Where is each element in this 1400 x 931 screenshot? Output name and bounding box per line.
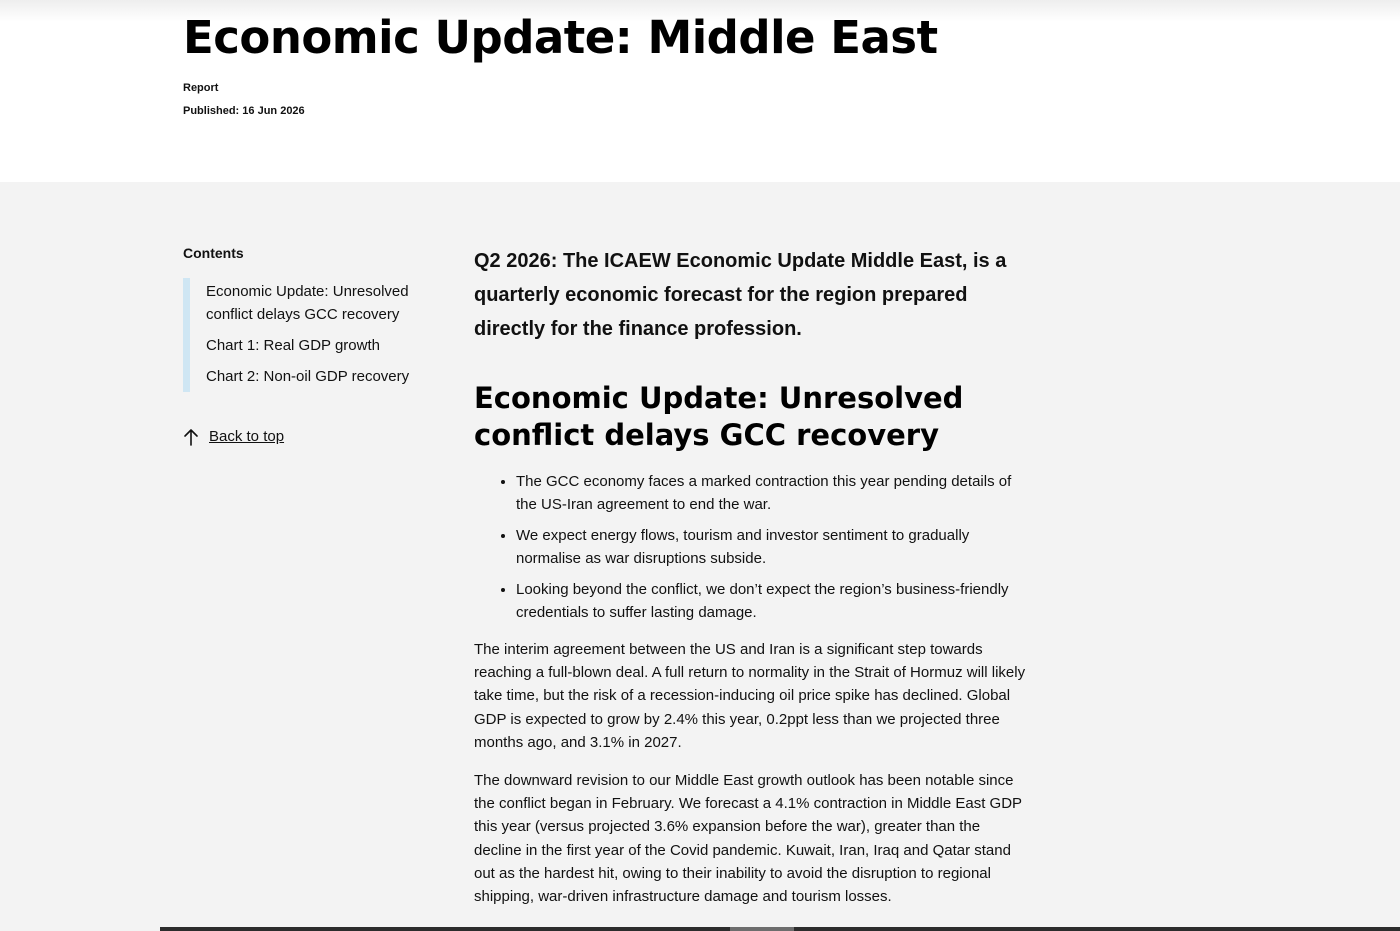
list-item: • The GCC economy faces a marked contraction this year pending details of the US-Iran agreement to end the war. [516, 470, 1029, 516]
toc-item-chart-2[interactable]: Chart 2: Non-oil GDP recovery [206, 368, 410, 385]
page-header [0, 0, 1400, 182]
toc-item-economic-update[interactable]: Economic Update: Unresolved conflict delays GCC recovery [206, 283, 409, 323]
back-to-top-link[interactable] [183, 426, 284, 448]
article-body [474, 244, 1029, 923]
published-date [183, 105, 305, 117]
list-item: • Looking beyond the conflict, we don’t expect the region’s business-friendly credentials to suffer lasting damage. [516, 578, 1029, 624]
section-heading: Economic Update: Unresolved conflict delays GCC recovery [474, 381, 964, 452]
contents-list [183, 278, 443, 392]
body-paragraph: The downward revision to our Middle East growth outlook has been notable since the conflict began in February. We forecast a 4.1% contraction in Middle East GDP this year (versus projected 3.6% expansion before the war), greater than the decline in the first year of the Covid pandemic. Kuwait, Iran, Iraq and Qatar stand out as the hardest hit, owing to their inability to avoid the disruption to regional shipping, war-driven infrastructure damage and tourism losses. [474, 772, 1022, 906]
published-label: Published: [183, 105, 240, 117]
content-type-label: Report [183, 82, 219, 94]
arrow-up-icon [183, 428, 199, 446]
body-paragraph: The interim agreement between the US and Iran is a significant step towards reaching a full-blown deal. A full return to normality in the Strait of Hormuz will likely take time, but the risk of a recession-inducing oil price spike has declined. Global GDP is expected to grow by 2.4% this year, 0.2ppt less than we projected three months ago, and 3.1% in 2027. [474, 641, 1026, 751]
scrollbar-thumb[interactable] [730, 927, 794, 931]
list-item: • We expect energy flows, tourism and investor sentiment to gradually normalise as war disruptions subside. [516, 524, 1029, 570]
contents-heading: Contents [183, 245, 244, 261]
lead-paragraph: Q2 2026: The ICAEW Economic Update Middle East, is a quarterly economic forecast for the region prepared directly for the finance profession. [474, 250, 1007, 340]
contents-sidebar [183, 242, 443, 392]
key-points-list [474, 470, 1029, 624]
published-value: 16 Jun 2026 [242, 105, 305, 117]
toc-item-chart-1[interactable]: Chart 1: Real GDP growth [206, 337, 380, 354]
page-title: Economic Update: Middle East [183, 11, 938, 64]
back-to-top-label: Back to top [209, 428, 285, 446]
